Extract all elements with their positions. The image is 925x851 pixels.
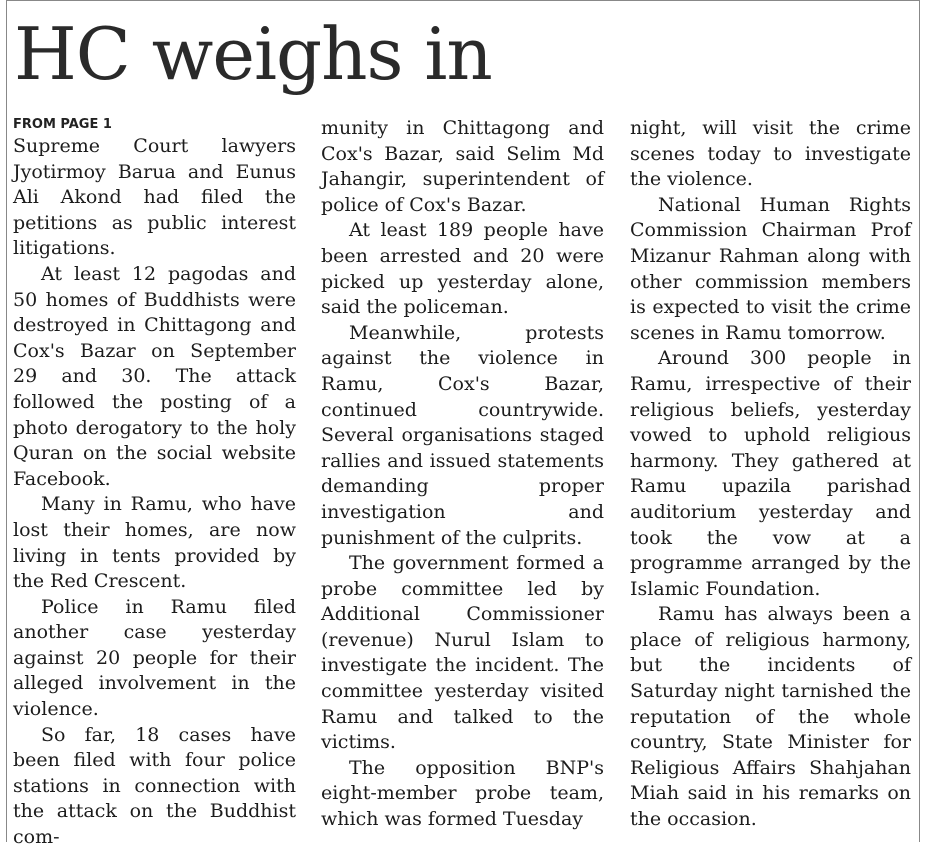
kicker: FROM PAGE 1 (13, 117, 112, 132)
column-3 (630, 116, 911, 833)
paragraph: Around 300 people in Ramu, irrespective of their religious beliefs, yesterday vowed to uphold religious harmony. They gathered at Ramu upazila parishad auditorium yesterday and took the vow at a programme arranged by the Islamic Foundation. (630, 347, 911, 600)
paragraph: Ramu has always been a place of religious harmony, but the incidents of Saturday night tarnished the reputation of the whole country, State Minister for Religious Affairs Shahjahan Miah said in his remarks on the occasion. (630, 603, 911, 831)
column-2 (321, 116, 604, 833)
paragraph: night, will visit the crime scenes today to investigate the violence. (630, 117, 911, 191)
paragraph: So far, 18 cases have been filed with four police stations in connection with the attack on the Buddhist com- (13, 723, 296, 849)
paragraph: Many in Ramu, who have lost their homes, are now living in tents provided by the Red Crescent. (13, 493, 296, 593)
paragraph: Supreme Court lawyers Jyotirmoy Barua and Eunus Ali Akond had filed the petitions as public interest litigations. (13, 135, 296, 260)
paragraph: The opposition BNP's eight-member probe team, which was formed Tuesday (321, 756, 604, 831)
paragraph: munity in Chittagong and Cox's Bazar, said Selim Md Jahangir, superintendent of police of Cox's Bazar. (321, 117, 604, 216)
paragraph: The government formed a probe committee led by Additional Commissioner (revenue) Nurul Islam to investigate the incident. The committee yesterday visited Ramu and talked to the victims. (321, 552, 604, 754)
headline: HC weighs in (14, 12, 492, 96)
paragraph: Meanwhile, protests against the violence in Ramu, Cox's Bazar, continued countrywide. Several organisations staged rallies and issued statements demanding proper investigation and punishment of the culprits. (321, 321, 604, 549)
paragraph: Police in Ramu filed another case yesterday against 20 people for their alleged involvement in the violence. (13, 595, 296, 721)
column-1 (13, 116, 296, 851)
paragraph: At least 189 people have been arrested and 20 were picked up yesterday alone, said the policeman. (321, 219, 604, 319)
paragraph: National Human Rights Commission Chairman Prof Mizanur Rahman along with other commission members is expected to visit the crime scenes in Ramu tomorrow. (630, 193, 911, 344)
paragraph: At least 12 pagodas and 50 homes of Buddhists were destroyed in Chittagong and Cox's Bazar on September 29 and 30. The attack followed the posting of a photo derogatory to the holy Quran on the social website Facebook. (13, 262, 296, 490)
